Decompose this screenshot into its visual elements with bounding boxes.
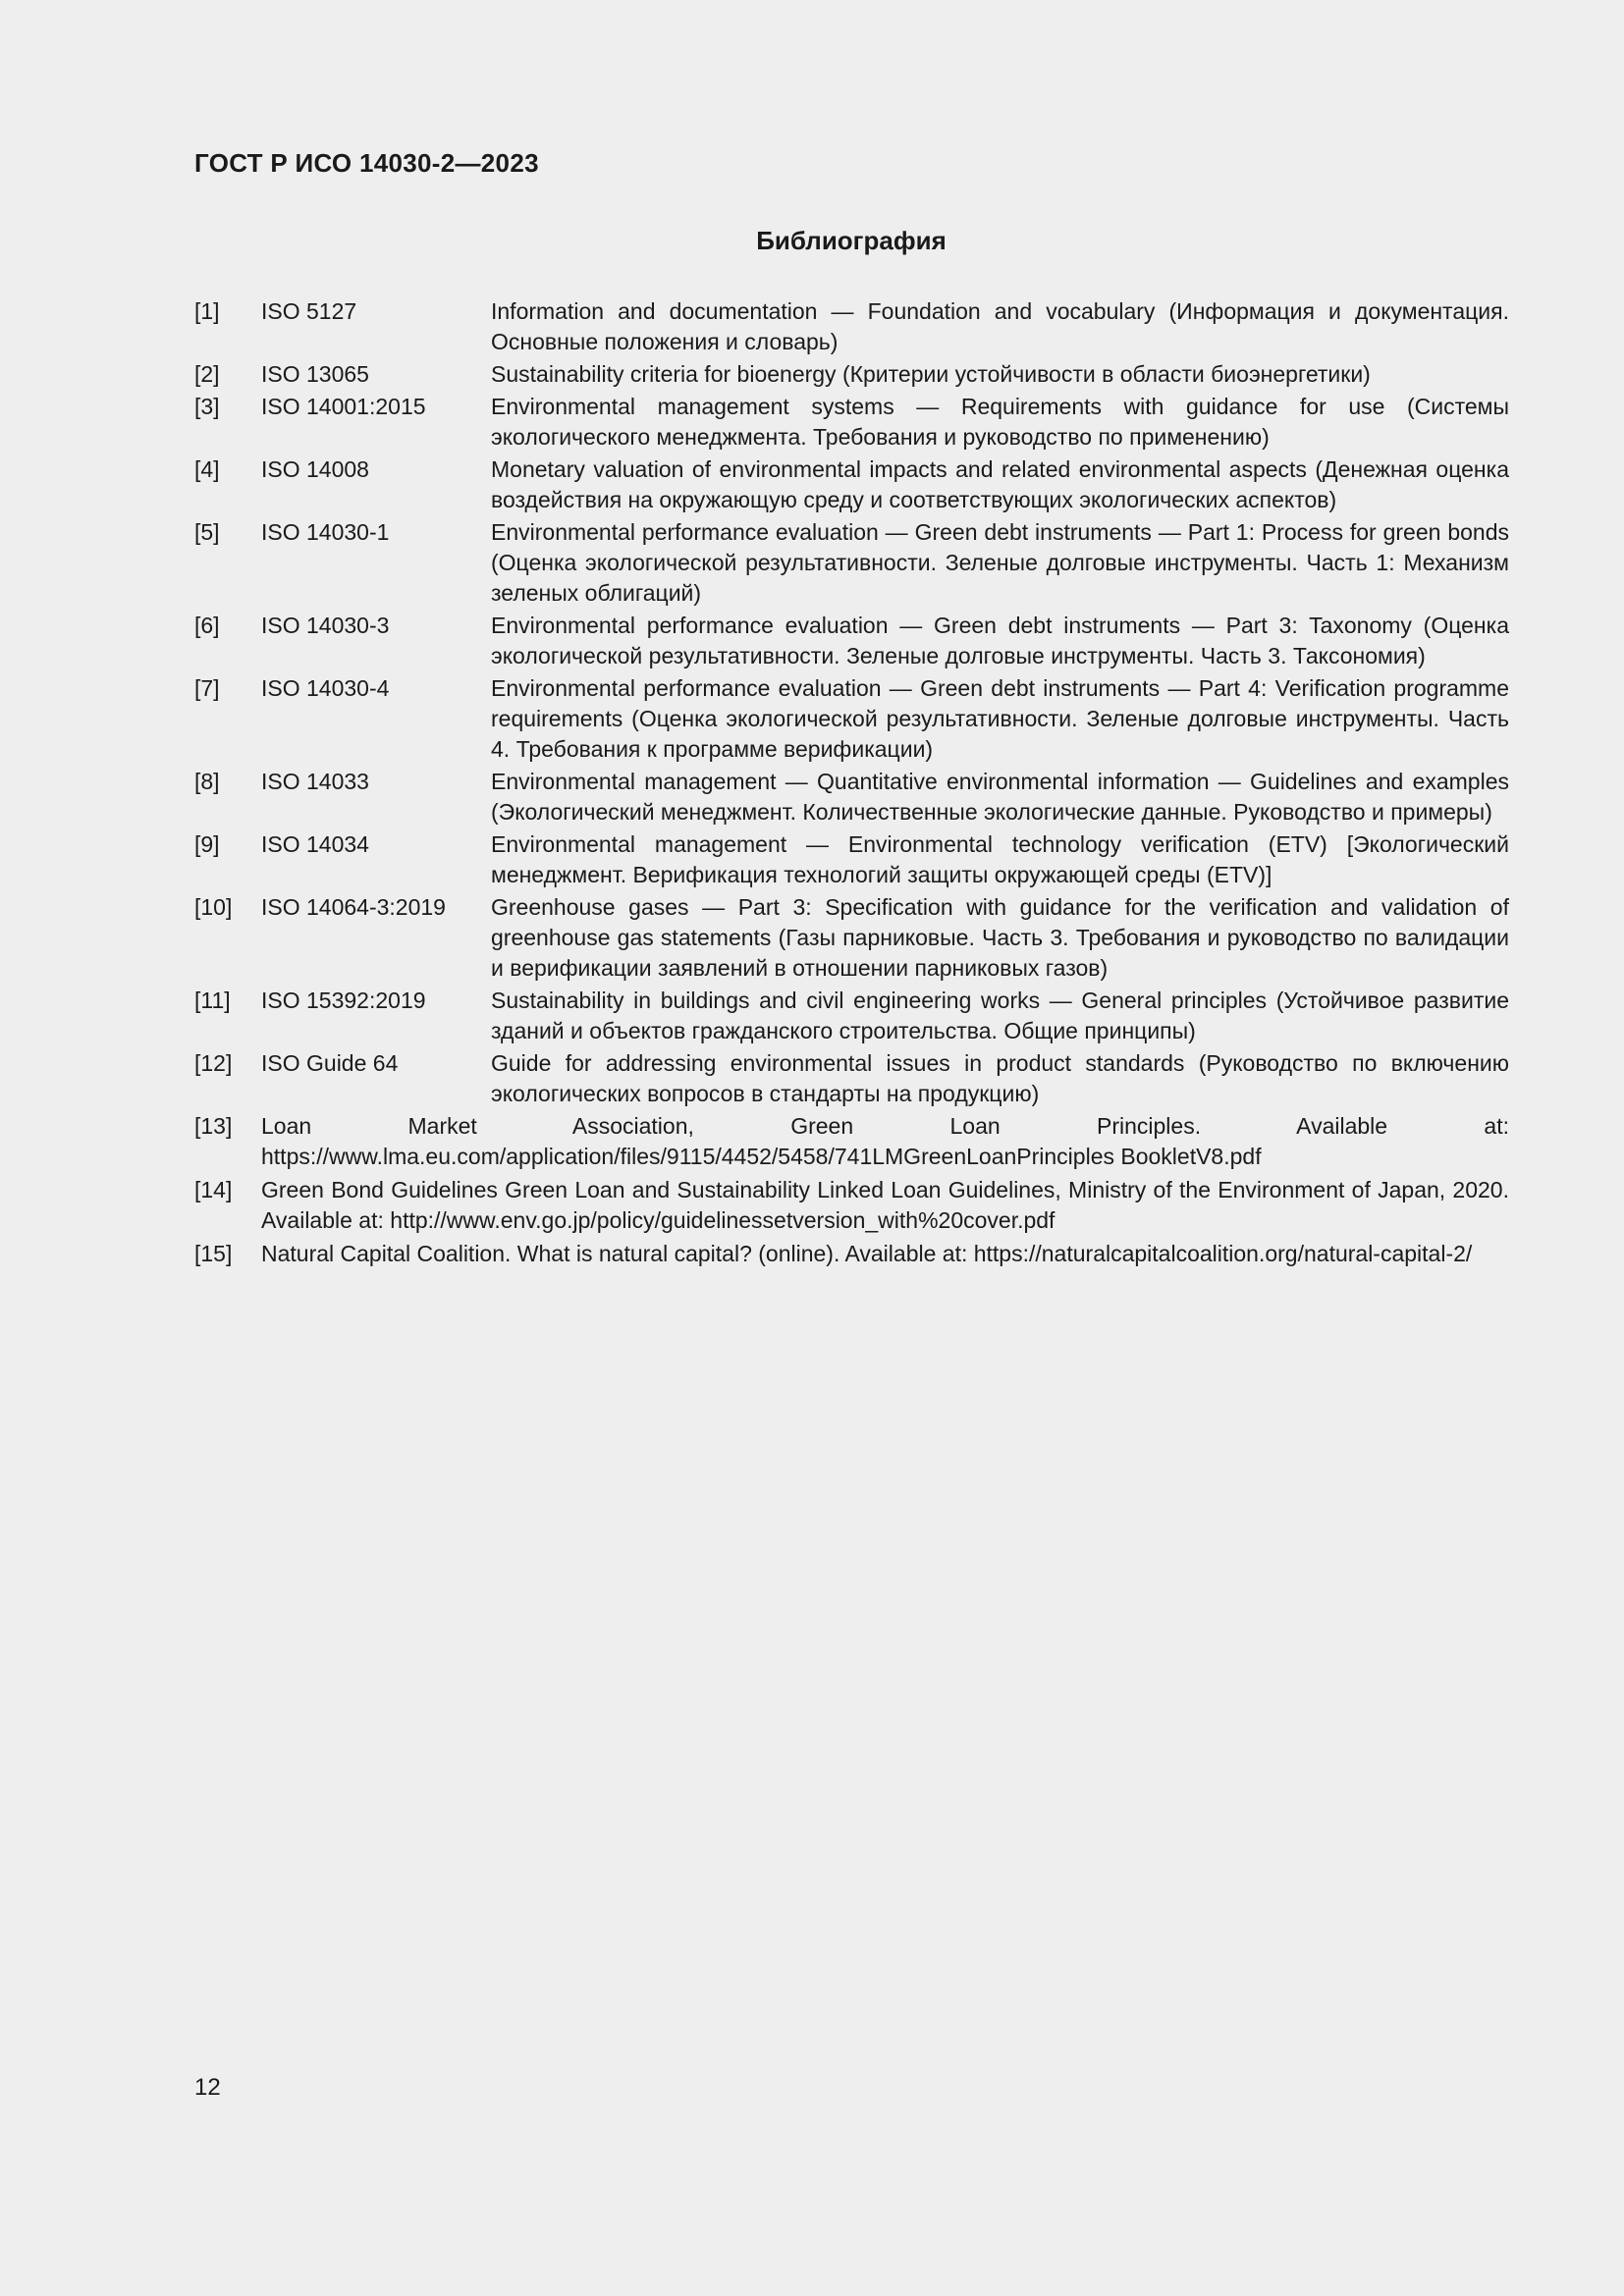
entry-description: Information and documentation — Foundation and vocabulary (Информация и документация. Основные положения и словарь) <box>491 298 1509 354</box>
bibliography-entry-7 <box>194 673 1509 765</box>
entry-number: [5] <box>194 519 220 545</box>
entry-description: Guide for addressing environmental issues in product standards (Руководство по включению экологических вопросов в стандарты на продукцию) <box>491 1050 1509 1106</box>
entry-number: [9] <box>194 831 220 857</box>
entry-description: Environmental performance evaluation — Green debt instruments — Part 3: Taxonomy (Оценка экологической результативности. Зеленые долговые инструменты. Часть 3. Таксономия) <box>491 613 1509 668</box>
bibliography-entry-3 <box>194 392 1509 453</box>
bibliography-title: Библиография <box>756 226 947 255</box>
entry-standard-code: ISO 14033 <box>261 769 369 794</box>
entry-number: [8] <box>194 769 220 794</box>
bibliography-entry-14 <box>194 1175 1509 1236</box>
bibliography-entry-11 <box>194 986 1509 1046</box>
entry-description: Monetary valuation of environmental impacts and related environmental aspects (Денежная оценка воздействия на окружающую среду и соответствующих экологических аспектов) <box>491 456 1509 512</box>
entry-description: Natural Capital Coalition. What is natural capital? (online). Available at: https://naturalcapitalcoalition.org/natural-capital-2/ <box>261 1241 1473 1266</box>
entry-number: [10] <box>194 894 233 920</box>
entry-number: [6] <box>194 613 220 638</box>
bibliography-entry-2 <box>194 359 1509 390</box>
page-number: 12 <box>194 2074 221 2101</box>
entry-description: Environmental performance evaluation — Green debt instruments — Part 4: Verification programme requirements (Оценка экологической результативности. Зеленые долговые инструменты. Часть 4. Требования к программе верификации) <box>491 675 1509 762</box>
entry-standard-code: ISO 14064-3:2019 <box>261 894 446 920</box>
entry-number: [2] <box>194 361 220 387</box>
bibliography-entry-8 <box>194 767 1509 828</box>
entry-description: Sustainability in buildings and civil engineering works — General principles (Устойчивое развитие зданий и объектов гражданского строительства. Общие принципы) <box>491 988 1509 1043</box>
entry-standard-code: ISO 14008 <box>261 456 369 482</box>
document-header-code: ГОСТ Р ИСО 14030-2—2023 <box>194 148 539 178</box>
entry-number: [11] <box>194 988 231 1013</box>
entry-standard-code: ISO Guide 64 <box>261 1050 399 1076</box>
entry-description: Green Bond Guidelines Green Loan and Sustainability Linked Loan Guidelines, Ministry of the Environment of Japan, 2020. Available at: http://www.env.go.jp/policy/guidelinessetversion_with%20cover.pdf <box>261 1177 1509 1233</box>
bibliography-entry-5 <box>194 517 1509 609</box>
entry-description: Environmental management — Quantitative environmental information — Guidelines and examples (Экологический менеджмент. Количественные экологические данные. Руководство и примеры) <box>491 769 1509 825</box>
entry-description: Greenhouse gases — Part 3: Specification with guidance for the verification and validation of greenhouse gas statements (Газы парниковые. Часть 3. Требования и руководство по валидации и верификации заявлений в отношении парниковых газов) <box>491 894 1509 981</box>
entry-standard-code: ISO 14034 <box>261 831 369 857</box>
entry-standard-code: ISO 14030-3 <box>261 613 390 638</box>
entry-number: [3] <box>194 394 220 419</box>
bibliography-entry-1 <box>194 296 1509 357</box>
entry-description: Environmental performance evaluation — Green debt instruments — Part 1: Process for green bonds (Оценка экологической результативности. Зеленые долговые инструменты. Часть 1: Механизм зеленых облигаций) <box>491 519 1509 606</box>
bibliography-entry-15 <box>194 1239 1509 1269</box>
entry-description: Sustainability criteria for bioenergy (Критерии устойчивости в области биоэнергетики) <box>491 361 1371 387</box>
entry-number: [1] <box>194 298 220 324</box>
entry-standard-code: ISO 13065 <box>261 361 369 387</box>
entry-standard-code: ISO 15392:2019 <box>261 988 426 1013</box>
bibliography-entry-9 <box>194 829 1509 890</box>
entry-number: [14] <box>194 1177 233 1202</box>
entry-number: [15] <box>194 1241 233 1266</box>
entry-number: [12] <box>194 1050 233 1076</box>
bibliography-entry-4 <box>194 454 1509 515</box>
bibliography-entry-10 <box>194 892 1509 984</box>
entry-standard-code: ISO 5127 <box>261 298 357 324</box>
bibliography-entry-6 <box>194 611 1509 671</box>
entry-number: [4] <box>194 456 220 482</box>
entry-number: [7] <box>194 675 220 701</box>
entry-number: [13] <box>194 1113 233 1139</box>
entry-standard-code: ISO 14001:2015 <box>261 394 426 419</box>
bibliography-list <box>194 296 1509 1272</box>
bibliography-entry-13 <box>194 1111 1509 1172</box>
entry-standard-code: ISO 14030-4 <box>261 675 390 701</box>
entry-description: Environmental management systems — Requirements with guidance for use (Системы экологического менеджмента. Требования и руководство по применению) <box>491 394 1509 450</box>
entry-description: Environmental management — Environmental technology verification (ETV) [Экологический менеджмент. Верификация технологий защиты окружающей среды (ETV)] <box>491 831 1509 887</box>
bibliography-entry-12 <box>194 1048 1509 1109</box>
entry-description: Loan Market Association, Green Loan Principles. Available at: https://www.lma.eu.com/application/files/9115/4452/5458/741LMGreenLoanPrinciples BookletV8.pdf <box>261 1113 1509 1169</box>
entry-standard-code: ISO 14030-1 <box>261 519 390 545</box>
